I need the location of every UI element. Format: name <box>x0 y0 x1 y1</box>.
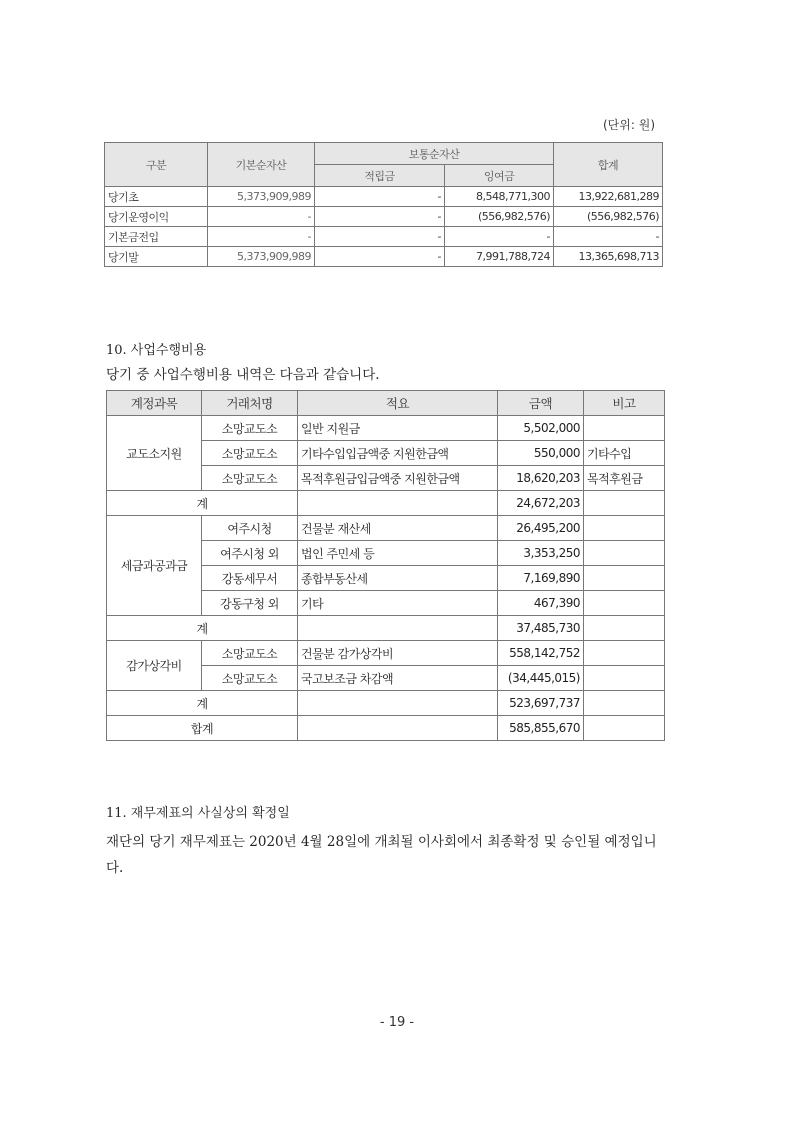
table-row <box>105 227 663 247</box>
unit-label: (단위: 원) <box>603 118 655 132</box>
table-row <box>105 187 663 207</box>
surplus-value: - <box>445 227 554 247</box>
section-10-heading: 10. 사업수행비용 <box>106 343 207 358</box>
empty-cell <box>298 716 498 741</box>
basic-value: 5,373,909,989 <box>208 187 315 207</box>
surplus-value: 7,991,788,724 <box>445 247 554 267</box>
subtotal-amount: 37,485,730 <box>498 616 584 641</box>
total-value: (556,982,576) <box>554 207 663 227</box>
description-cell: 일반 지원금 <box>298 416 498 441</box>
amount-cell: 558,142,752 <box>498 641 584 666</box>
header-basic-net-assets: 기본순자산 <box>208 143 315 187</box>
subtotal-row <box>107 691 665 716</box>
basic-value: 5,373,909,989 <box>208 247 315 267</box>
remark-cell <box>584 641 665 666</box>
table-row <box>107 416 665 441</box>
equity-change-table <box>104 142 663 267</box>
vendor-cell: 소망교도소 <box>202 466 298 491</box>
vendor-cell: 여주시청 외 <box>202 541 298 566</box>
reserve-value: - <box>315 187 445 207</box>
remark-cell <box>584 416 665 441</box>
amount-cell: 26,495,200 <box>498 516 584 541</box>
description-cell: 건물분 감가상각비 <box>298 641 498 666</box>
subtotal-row <box>107 491 665 516</box>
remark-cell <box>584 516 665 541</box>
header-surplus: 잉여금 <box>445 165 554 187</box>
empty-cell <box>298 691 498 716</box>
table-row <box>107 516 665 541</box>
business-expense-table <box>106 390 665 741</box>
row-label: 당기말 <box>105 247 208 267</box>
description-cell: 기타수입입금액중 지원한금액 <box>298 441 498 466</box>
amount-cell: 7,169,890 <box>498 566 584 591</box>
header-total: 합계 <box>554 143 663 187</box>
total-label: 합계 <box>107 716 298 741</box>
empty-cell <box>298 616 498 641</box>
header-remark: 비고 <box>584 391 665 416</box>
vendor-cell: 소망교도소 <box>202 641 298 666</box>
page-number: - 19 - <box>379 1015 415 1030</box>
vendor-cell: 소망교도소 <box>202 666 298 691</box>
table-row <box>105 207 663 227</box>
header-account: 계정과목 <box>107 391 202 416</box>
account-name: 감가상각비 <box>107 641 202 691</box>
section-10-intro: 당기 중 사업수행비용 내역은 다음과 같습니다. <box>106 367 380 383</box>
description-cell: 목적후원금입금액중 지원한금액 <box>298 466 498 491</box>
description-cell: 기타 <box>298 591 498 616</box>
total-amount: 585,855,670 <box>498 716 584 741</box>
reserve-value: - <box>315 207 445 227</box>
subtotal-label: 계 <box>107 491 298 516</box>
account-name: 교도소지원 <box>107 416 202 491</box>
table-row <box>105 247 663 267</box>
total-value: 13,922,681,289 <box>554 187 663 207</box>
basic-value: - <box>208 227 315 247</box>
total-row <box>107 716 665 741</box>
vendor-cell: 소망교도소 <box>202 416 298 441</box>
vendor-cell: 강동세무서 <box>202 566 298 591</box>
subtotal-label: 계 <box>107 691 298 716</box>
amount-cell: 550,000 <box>498 441 584 466</box>
header-reserve: 적립금 <box>315 165 445 187</box>
subtotal-amount: 523,697,737 <box>498 691 584 716</box>
description-cell: 건물분 재산세 <box>298 516 498 541</box>
surplus-value: (556,982,576) <box>445 207 554 227</box>
amount-cell: 467,390 <box>498 591 584 616</box>
empty-cell <box>584 716 665 741</box>
reserve-value: - <box>315 227 445 247</box>
account-name: 세금과공과금 <box>107 516 202 616</box>
empty-cell <box>298 491 498 516</box>
row-label: 당기초 <box>105 187 208 207</box>
row-label: 당기운영이익 <box>105 207 208 227</box>
description-cell: 종합부동산세 <box>298 566 498 591</box>
subtotal-amount: 24,672,203 <box>498 491 584 516</box>
surplus-value: 8,548,771,300 <box>445 187 554 207</box>
remark-cell: 기타수입 <box>584 441 665 466</box>
header-category: 구분 <box>105 143 208 187</box>
subtotal-label: 계 <box>107 616 298 641</box>
total-value: 13,365,698,713 <box>554 247 663 267</box>
total-value: - <box>554 227 663 247</box>
amount-cell: (34,445,015) <box>498 666 584 691</box>
description-cell: 국고보조금 차감액 <box>298 666 498 691</box>
header-description: 적요 <box>298 391 498 416</box>
remark-cell: 목적후원금 <box>584 466 665 491</box>
vendor-cell: 소망교도소 <box>202 441 298 466</box>
header-amount: 금액 <box>498 391 584 416</box>
amount-cell: 18,620,203 <box>498 466 584 491</box>
basic-value: - <box>208 207 315 227</box>
vendor-cell: 여주시청 <box>202 516 298 541</box>
remark-cell <box>584 566 665 591</box>
header-vendor: 거래처명 <box>202 391 298 416</box>
subtotal-row <box>107 616 665 641</box>
row-label: 기본금전입 <box>105 227 208 247</box>
description-cell: 법인 주민세 등 <box>298 541 498 566</box>
remark-cell <box>584 541 665 566</box>
reserve-value: - <box>315 247 445 267</box>
vendor-cell: 강동구청 외 <box>202 591 298 616</box>
remark-cell <box>584 666 665 691</box>
amount-cell: 5,502,000 <box>498 416 584 441</box>
remark-cell <box>584 591 665 616</box>
empty-cell <box>584 691 665 716</box>
section-11-body: 재단의 당기 재무제표는 2020년 4월 28일에 개최될 이사회에서 최종확정 및 승인될 예정입니다. <box>106 834 657 876</box>
empty-cell <box>584 491 665 516</box>
section-11-heading: 11. 재무제표의 사실상의 확정일 <box>106 806 290 821</box>
amount-cell: 3,353,250 <box>498 541 584 566</box>
table-row <box>107 641 665 666</box>
empty-cell <box>584 616 665 641</box>
header-ordinary-net-assets: 보통순자산 <box>315 143 554 165</box>
